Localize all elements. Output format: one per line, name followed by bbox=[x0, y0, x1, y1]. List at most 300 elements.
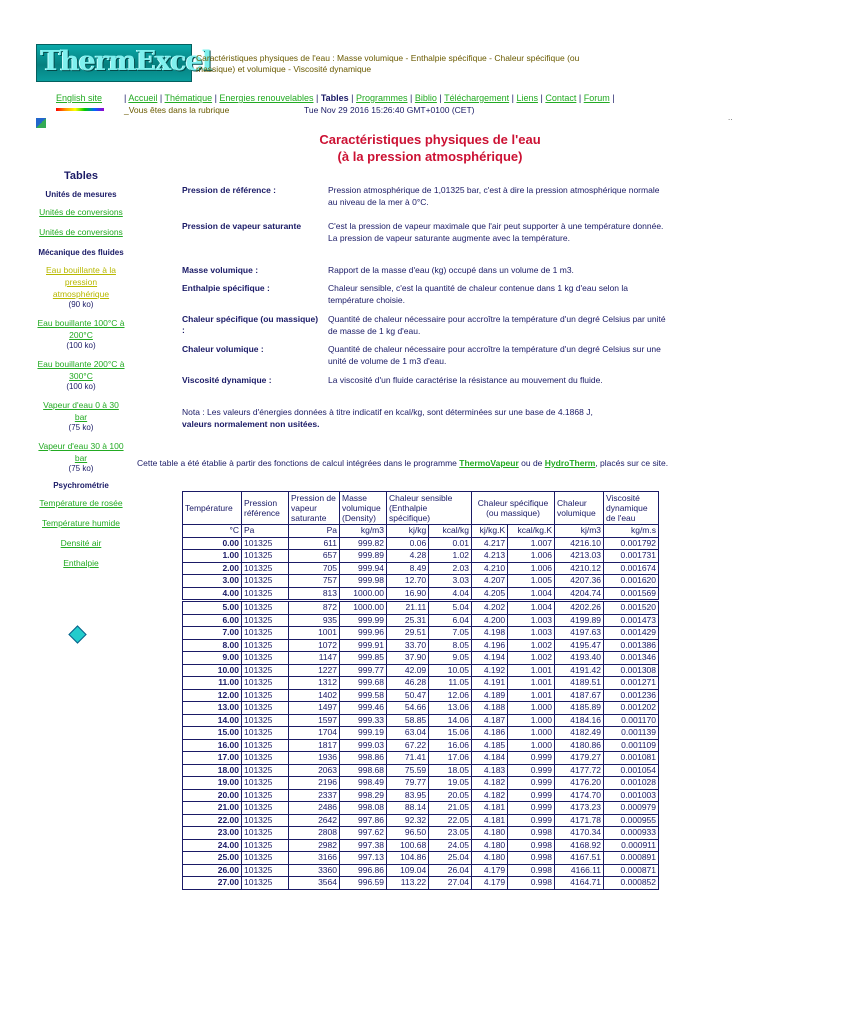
table-row bbox=[183, 562, 659, 575]
table-cell: 0.999 bbox=[508, 802, 555, 815]
sidebar-link-temp-humide[interactable]: Température humide bbox=[42, 518, 120, 528]
table-cell: 0.001081 bbox=[604, 752, 659, 765]
table-cell: 2486 bbox=[289, 802, 340, 815]
sidebar-link-enthalpie[interactable]: Enthalpie bbox=[63, 558, 99, 568]
unit-cell: kj/kg.K bbox=[472, 525, 508, 538]
table-cell: 3360 bbox=[289, 864, 340, 877]
temperature-cell: 14.00 bbox=[183, 714, 242, 727]
table-cell: 101325 bbox=[242, 639, 289, 652]
temperature-cell: 19.00 bbox=[183, 777, 242, 790]
table-cell: 101325 bbox=[242, 601, 289, 615]
table-cell: 101325 bbox=[242, 777, 289, 790]
table-cell: 0.06 bbox=[387, 537, 429, 550]
table-row bbox=[183, 689, 659, 702]
note-text: Nota : Les valeurs d'énergies données à titre indicatif en kcal/kg, sont déterminées sur une base de 4.1868 J, bbox=[182, 407, 593, 417]
table-cell: 22.05 bbox=[429, 814, 472, 827]
file-size: (90 ko) bbox=[68, 300, 94, 309]
table-cell: 8.49 bbox=[387, 562, 429, 575]
table-cell: 3166 bbox=[289, 852, 340, 865]
table-cell: 96.50 bbox=[387, 827, 429, 840]
table-cell: 101325 bbox=[242, 852, 289, 865]
table-cell: 16.90 bbox=[387, 587, 429, 601]
temperature-cell: 11.00 bbox=[183, 677, 242, 690]
def-desc: La viscosité d'un fluide caractérise la résistance au mouvement du fluide. bbox=[328, 375, 603, 385]
table-cell: 46.28 bbox=[387, 677, 429, 690]
temperature-cell: 23.00 bbox=[183, 827, 242, 840]
file-size: (75 ko) bbox=[68, 464, 94, 473]
def-term: Pression de référence : bbox=[182, 185, 277, 195]
table-cell: 1402 bbox=[289, 689, 340, 702]
page-title: Caractéristiques physiques de l'eau bbox=[319, 132, 541, 147]
table-row bbox=[183, 714, 659, 727]
table-cell: 999.82 bbox=[340, 537, 387, 550]
table-cell: 4.217 bbox=[472, 537, 508, 550]
table-cell: 4193.40 bbox=[555, 652, 604, 665]
table-row bbox=[183, 852, 659, 865]
table-cell: 79.77 bbox=[387, 777, 429, 790]
sidebar-link-vapeur-0-30[interactable]: Vapeur d'eau 0 à 30 bar bbox=[43, 400, 119, 422]
table-cell: 4168.92 bbox=[555, 839, 604, 852]
table-cell: 0.998 bbox=[508, 852, 555, 865]
table-cell: 2196 bbox=[289, 777, 340, 790]
intro-after: , placés sur ce site. bbox=[595, 458, 669, 468]
table-cell: 17.06 bbox=[429, 752, 472, 765]
table-cell: 1.005 bbox=[508, 575, 555, 588]
nav-tables-current: Tables bbox=[320, 93, 349, 103]
table-cell: 88.14 bbox=[387, 802, 429, 815]
table-row bbox=[183, 839, 659, 852]
def-desc: Rapport de la masse d'eau (kg) occupé dans un volume de 1 m3. bbox=[328, 265, 574, 275]
sidebar-link-eau-200-300[interactable]: Eau bouillante 200°C à 300°C bbox=[37, 359, 125, 381]
table-cell: 4.205 bbox=[472, 587, 508, 601]
table-cell: 13.06 bbox=[429, 702, 472, 715]
table-cell: 4204.74 bbox=[555, 587, 604, 601]
table-cell: 109.04 bbox=[387, 864, 429, 877]
table-cell: 999.03 bbox=[340, 739, 387, 752]
table-cell: 999.19 bbox=[340, 727, 387, 740]
table-cell: 8.05 bbox=[429, 639, 472, 652]
table-cell: 1.002 bbox=[508, 652, 555, 665]
table-row bbox=[183, 727, 659, 740]
table-cell: 999.96 bbox=[340, 627, 387, 640]
table-cell: 16.06 bbox=[429, 739, 472, 752]
table-cell: 1.006 bbox=[508, 562, 555, 575]
table-cell: 101325 bbox=[242, 839, 289, 852]
table-cell: 0.01 bbox=[429, 537, 472, 550]
thermovapeur-link[interactable]: ThermoVapeur bbox=[459, 458, 519, 468]
table-cell: 999.91 bbox=[340, 639, 387, 652]
table-row bbox=[183, 752, 659, 765]
table-row bbox=[183, 575, 659, 588]
table-cell: 0.001473 bbox=[604, 614, 659, 627]
table-row bbox=[183, 627, 659, 640]
table-cell: 24.05 bbox=[429, 839, 472, 852]
table-cell: 4.188 bbox=[472, 702, 508, 715]
table-cell: 4177.72 bbox=[555, 764, 604, 777]
temperature-cell: 15.00 bbox=[183, 727, 242, 740]
table-cell: 4.207 bbox=[472, 575, 508, 588]
table-cell: 101325 bbox=[242, 714, 289, 727]
def-term: Masse volumique : bbox=[182, 265, 259, 275]
table-cell: 1312 bbox=[289, 677, 340, 690]
table-cell: 0.001170 bbox=[604, 714, 659, 727]
table-cell: 0.001271 bbox=[604, 677, 659, 690]
sidebar-link-eau-bouillante-atm[interactable]: Eau bouillante à la pression atmosphérique bbox=[46, 265, 116, 299]
col-header: Pression de vapeur saturante bbox=[289, 492, 340, 525]
table-cell: 4171.78 bbox=[555, 814, 604, 827]
table-cell: 4170.34 bbox=[555, 827, 604, 840]
table-cell: 4189.51 bbox=[555, 677, 604, 690]
table-cell: 15.06 bbox=[429, 727, 472, 740]
table-cell: 2063 bbox=[289, 764, 340, 777]
table-row bbox=[183, 702, 659, 715]
table-cell: 92.32 bbox=[387, 814, 429, 827]
note bbox=[182, 406, 682, 430]
table-cell: 1.000 bbox=[508, 739, 555, 752]
table-cell: 1227 bbox=[289, 664, 340, 677]
table-cell: 101325 bbox=[242, 614, 289, 627]
table-cell: 4197.63 bbox=[555, 627, 604, 640]
temperature-cell: 0.00 bbox=[183, 537, 242, 550]
sidebar-link-conversions-2[interactable]: Unités de conversions bbox=[39, 227, 123, 237]
table-cell: 4182.49 bbox=[555, 727, 604, 740]
table-cell: 0.000955 bbox=[604, 814, 659, 827]
table-cell: 1597 bbox=[289, 714, 340, 727]
table-cell: 4.180 bbox=[472, 827, 508, 840]
table-cell: 4.189 bbox=[472, 689, 508, 702]
table-cell: 0.000979 bbox=[604, 802, 659, 815]
table-cell: 101325 bbox=[242, 752, 289, 765]
datetime: Tue Nov 29 2016 15:26:40 GMT+0100 (CET) bbox=[304, 105, 475, 115]
table-cell: 0.000852 bbox=[604, 877, 659, 890]
file-size: (100 ko) bbox=[66, 341, 96, 350]
def-term: Chaleur volumique : bbox=[182, 344, 264, 354]
table-cell: 998.29 bbox=[340, 789, 387, 802]
table-cell: 999.58 bbox=[340, 689, 387, 702]
table-cell: 1147 bbox=[289, 652, 340, 665]
table-cell: 0.001520 bbox=[604, 601, 659, 615]
table-cell: 0.000933 bbox=[604, 827, 659, 840]
table-cell: 83.95 bbox=[387, 789, 429, 802]
table-cell: 0.999 bbox=[508, 789, 555, 802]
temperature-cell: 6.00 bbox=[183, 614, 242, 627]
table-cell: 997.62 bbox=[340, 827, 387, 840]
table-cell: 3.03 bbox=[429, 575, 472, 588]
nav-contact[interactable]: Contact bbox=[545, 93, 577, 103]
table-cell: 4.202 bbox=[472, 601, 508, 615]
table-row bbox=[183, 587, 659, 601]
table-cell: 101325 bbox=[242, 652, 289, 665]
temperature-cell: 12.00 bbox=[183, 689, 242, 702]
table-cell: 4.181 bbox=[472, 814, 508, 827]
temperature-cell: 27.00 bbox=[183, 877, 242, 890]
temperature-cell: 18.00 bbox=[183, 764, 242, 777]
table-cell: 29.51 bbox=[387, 627, 429, 640]
nav-thematique[interactable]: Thématique bbox=[164, 93, 213, 103]
temperature-cell: 24.00 bbox=[183, 839, 242, 852]
table-cell: 4.200 bbox=[472, 614, 508, 627]
table-cell: 4.185 bbox=[472, 739, 508, 752]
table-cell: 1.003 bbox=[508, 614, 555, 627]
temperature-cell: 4.00 bbox=[183, 587, 242, 601]
table-cell: 101325 bbox=[242, 575, 289, 588]
table-cell: 14.06 bbox=[429, 714, 472, 727]
table-cell: 999.46 bbox=[340, 702, 387, 715]
table-cell: 113.22 bbox=[387, 877, 429, 890]
nav-programmes[interactable]: Programmes bbox=[356, 93, 408, 103]
table-cell: 54.66 bbox=[387, 702, 429, 715]
table-cell: 19.05 bbox=[429, 777, 472, 790]
table-row bbox=[183, 550, 659, 563]
def-term: Chaleur spécifique (ou massique) : bbox=[182, 314, 319, 335]
nav-forum[interactable]: Forum bbox=[583, 93, 610, 103]
temperature-cell: 26.00 bbox=[183, 864, 242, 877]
table-cell: 26.04 bbox=[429, 864, 472, 877]
temperature-cell: 5.00 bbox=[183, 601, 242, 615]
table-cell: 1936 bbox=[289, 752, 340, 765]
table-cell: 101325 bbox=[242, 802, 289, 815]
table-cell: 101325 bbox=[242, 764, 289, 777]
table-cell: 2808 bbox=[289, 827, 340, 840]
sidebar-link-densite-air[interactable]: Densité air bbox=[60, 538, 102, 548]
diamond-icon[interactable] bbox=[68, 625, 86, 643]
table-cell: 4179.27 bbox=[555, 752, 604, 765]
table-cell: 20.05 bbox=[429, 789, 472, 802]
table-cell: 1.001 bbox=[508, 689, 555, 702]
table-cell: 997.38 bbox=[340, 839, 387, 852]
table-cell: 0.001620 bbox=[604, 575, 659, 588]
col-header: Chaleur sensible (Enthalpie spécifique) bbox=[387, 492, 472, 525]
table-cell: 4185.89 bbox=[555, 702, 604, 715]
table-cell: 0.001792 bbox=[604, 537, 659, 550]
table-cell: 4.191 bbox=[472, 677, 508, 690]
table-row bbox=[183, 639, 659, 652]
sidebar-link-vapeur-30-100[interactable]: Vapeur d'eau 30 à 100 bar bbox=[38, 441, 124, 463]
sidebar-link-temp-rosee[interactable]: Température de rosée bbox=[39, 498, 123, 508]
site-logo[interactable] bbox=[36, 44, 212, 82]
table-cell: 4.180 bbox=[472, 852, 508, 865]
col-header: Viscosité dynamique de l'eau bbox=[604, 492, 659, 525]
table-cell: 1.007 bbox=[508, 537, 555, 550]
table-cell: 1817 bbox=[289, 739, 340, 752]
table-cell: 101325 bbox=[242, 562, 289, 575]
table-cell: 4202.26 bbox=[555, 601, 604, 615]
table-cell: 18.05 bbox=[429, 764, 472, 777]
english-site-link[interactable]: English site bbox=[56, 93, 103, 103]
table-cell: 0.999 bbox=[508, 752, 555, 765]
table-cell: 999.85 bbox=[340, 652, 387, 665]
table-cell: 998.86 bbox=[340, 752, 387, 765]
table-cell: 1.003 bbox=[508, 627, 555, 640]
table-row bbox=[183, 777, 659, 790]
table-cell: 1.000 bbox=[508, 702, 555, 715]
def-desc: Chaleur sensible, c'est la quantité de chaleur contenue dans 1 kg d'eau selon la température choisie. bbox=[328, 283, 629, 305]
nav-telechargement[interactable]: Téléchargement bbox=[444, 93, 510, 103]
table-cell: 0.001028 bbox=[604, 777, 659, 790]
table-cell: 999.68 bbox=[340, 677, 387, 690]
table-row bbox=[183, 601, 659, 615]
table-row bbox=[183, 789, 659, 802]
table-cell: 999.77 bbox=[340, 664, 387, 677]
units-row bbox=[183, 525, 659, 538]
unit-cell: Pa bbox=[289, 525, 340, 538]
table-cell: 1.004 bbox=[508, 601, 555, 615]
table-cell: 999.33 bbox=[340, 714, 387, 727]
table-cell: 999.99 bbox=[340, 614, 387, 627]
table-cell: 4.180 bbox=[472, 839, 508, 852]
table-cell: 2642 bbox=[289, 814, 340, 827]
file-size: (100 ko) bbox=[66, 382, 96, 391]
table-cell: 4167.51 bbox=[555, 852, 604, 865]
table-cell: 4213.03 bbox=[555, 550, 604, 563]
table-cell: 6.04 bbox=[429, 614, 472, 627]
table-cell: 12.70 bbox=[387, 575, 429, 588]
table-cell: 0.999 bbox=[508, 814, 555, 827]
table-row bbox=[183, 764, 659, 777]
table-cell: 1.001 bbox=[508, 664, 555, 677]
table-cell: 4.194 bbox=[472, 652, 508, 665]
table-row bbox=[183, 664, 659, 677]
table-cell: 4.198 bbox=[472, 627, 508, 640]
temperature-cell: 2.00 bbox=[183, 562, 242, 575]
unit-cell: kg/m3 bbox=[340, 525, 387, 538]
table-cell: 0.998 bbox=[508, 827, 555, 840]
table-cell: 101325 bbox=[242, 587, 289, 601]
file-size: (75 ko) bbox=[68, 423, 94, 432]
table-cell: 101325 bbox=[242, 789, 289, 802]
table-row bbox=[183, 814, 659, 827]
unit-cell: kj/kg bbox=[387, 525, 429, 538]
table-cell: 1.001 bbox=[508, 677, 555, 690]
table-cell: 0.001346 bbox=[604, 652, 659, 665]
table-cell: 1000.00 bbox=[340, 601, 387, 615]
table-cell: 1497 bbox=[289, 702, 340, 715]
table-cell: 0.001569 bbox=[604, 587, 659, 601]
nav-biblio[interactable]: Biblio bbox=[414, 93, 437, 103]
table-cell: 101325 bbox=[242, 739, 289, 752]
table-cell: 0.000911 bbox=[604, 839, 659, 852]
table-cell: 101325 bbox=[242, 727, 289, 740]
table-cell: 4.183 bbox=[472, 764, 508, 777]
table-row bbox=[183, 827, 659, 840]
table-cell: 37.90 bbox=[387, 652, 429, 665]
table-row bbox=[183, 877, 659, 890]
nav-accueil[interactable]: Accueil bbox=[128, 93, 158, 103]
table-cell: 101325 bbox=[242, 877, 289, 890]
table-cell: 997.13 bbox=[340, 852, 387, 865]
table-cell: 4184.16 bbox=[555, 714, 604, 727]
table-cell: 0.999 bbox=[508, 777, 555, 790]
def-term: Pression de vapeur saturante bbox=[182, 221, 302, 231]
table-cell: 42.09 bbox=[387, 664, 429, 677]
table-cell: 996.59 bbox=[340, 877, 387, 890]
intro-middle: ou de bbox=[518, 458, 545, 468]
sidebar-link-eau-100-200[interactable]: Eau bouillante 100°C à 200°C bbox=[37, 318, 125, 340]
table-cell: 4.213 bbox=[472, 550, 508, 563]
table-cell: 1704 bbox=[289, 727, 340, 740]
sidebar-link-conversions[interactable]: Unités de conversions bbox=[39, 207, 123, 217]
table-cell: 4207.36 bbox=[555, 575, 604, 588]
table-cell: 1.006 bbox=[508, 550, 555, 563]
page-description: Caractéristiques physiques de l'eau : Masse volumique - Enthalpie spécifique - Chaleur spécifique (ou massique) et volumique - Viscosité dynamique bbox=[196, 53, 580, 74]
table-cell: 4.182 bbox=[472, 789, 508, 802]
table-cell: 2982 bbox=[289, 839, 340, 852]
table-cell: 27.04 bbox=[429, 877, 472, 890]
rainbow-divider bbox=[56, 108, 104, 111]
table-cell: 1072 bbox=[289, 639, 340, 652]
table-cell: 4195.47 bbox=[555, 639, 604, 652]
table-cell: 21.11 bbox=[387, 601, 429, 615]
def-desc: Quantité de chaleur nécessaire pour accroître la température d'un degré Celsius sur une unité de volume de 1 m3 d'eau. bbox=[328, 344, 661, 366]
unit-cell: kcal/kg bbox=[429, 525, 472, 538]
table-cell: 3564 bbox=[289, 877, 340, 890]
table-cell: 101325 bbox=[242, 664, 289, 677]
table-cell: 0.001429 bbox=[604, 627, 659, 640]
table-cell: 998.49 bbox=[340, 777, 387, 790]
table-cell: 0.001386 bbox=[604, 639, 659, 652]
col-header: Masse volumique (Density) bbox=[340, 492, 387, 525]
table-cell: 0.998 bbox=[508, 839, 555, 852]
table-cell: 757 bbox=[289, 575, 340, 588]
table-cell: 7.05 bbox=[429, 627, 472, 640]
table-cell: 872 bbox=[289, 601, 340, 615]
table-cell: 0.001109 bbox=[604, 739, 659, 752]
table-row bbox=[183, 537, 659, 550]
nav-energies[interactable]: Energies renouvelables bbox=[219, 93, 314, 103]
table-cell: 104.86 bbox=[387, 852, 429, 865]
table-cell: 58.85 bbox=[387, 714, 429, 727]
sidebar-heading-psychro: Psychrométrie bbox=[53, 481, 109, 490]
table-cell: 4199.89 bbox=[555, 614, 604, 627]
table-cell: 1.02 bbox=[429, 550, 472, 563]
table-cell: 71.41 bbox=[387, 752, 429, 765]
table-cell: 101325 bbox=[242, 677, 289, 690]
table-cell: 4164.71 bbox=[555, 877, 604, 890]
table-cell: 25.04 bbox=[429, 852, 472, 865]
table-cell: 4.196 bbox=[472, 639, 508, 652]
sidebar-title: Tables bbox=[63, 170, 99, 182]
table-row bbox=[183, 677, 659, 690]
table-cell: 813 bbox=[289, 587, 340, 601]
table-cell: 657 bbox=[289, 550, 340, 563]
table-cell: 4216.10 bbox=[555, 537, 604, 550]
table-cell: 50.47 bbox=[387, 689, 429, 702]
temperature-cell: 20.00 bbox=[183, 789, 242, 802]
unit-cell: kcal/kg.K bbox=[508, 525, 555, 538]
table-cell: 0.998 bbox=[508, 864, 555, 877]
table-cell: 4.184 bbox=[472, 752, 508, 765]
table-cell: 63.04 bbox=[387, 727, 429, 740]
table-cell: 101325 bbox=[242, 537, 289, 550]
temperature-cell: 21.00 bbox=[183, 802, 242, 815]
table-cell: 4174.70 bbox=[555, 789, 604, 802]
sidebar-heading-fluids: Mécanique des fluides bbox=[38, 248, 124, 257]
nav-liens[interactable]: Liens bbox=[516, 93, 538, 103]
unit-cell: °C bbox=[183, 525, 242, 538]
table-cell: 999.89 bbox=[340, 550, 387, 563]
table-cell: 997.86 bbox=[340, 814, 387, 827]
table-cell: 0.999 bbox=[508, 764, 555, 777]
table-cell: 4173.23 bbox=[555, 802, 604, 815]
temperature-cell: 22.00 bbox=[183, 814, 242, 827]
table-cell: 2.03 bbox=[429, 562, 472, 575]
logo-text: ThermExcel bbox=[41, 46, 212, 77]
temperature-cell: 8.00 bbox=[183, 639, 242, 652]
table-cell: 101325 bbox=[242, 550, 289, 563]
hydrotherm-link[interactable]: HydroTherm bbox=[544, 458, 596, 468]
table-cell: 999.94 bbox=[340, 562, 387, 575]
table-cell: 4.187 bbox=[472, 714, 508, 727]
